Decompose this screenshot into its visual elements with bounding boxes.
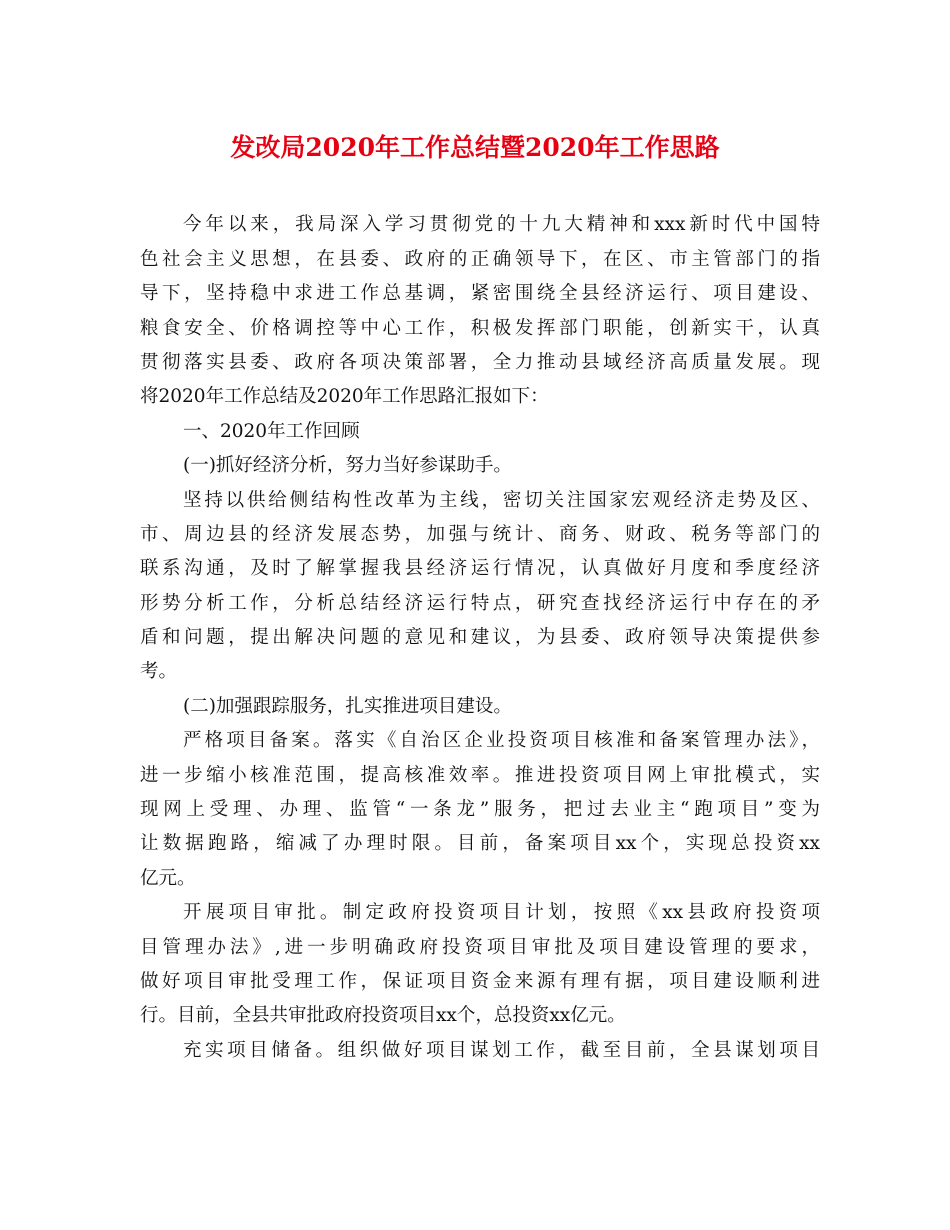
body-line: 充实项目储备。组织做好项目谋划工作，截至目前，全县谋划项目 bbox=[183, 1039, 820, 1061]
body-line: 亿元。 bbox=[140, 867, 196, 889]
subsection-heading: (一)抓好经济分析，努力当好参谋助手。 bbox=[183, 455, 512, 477]
body-line: 坚持以供给侧结构性改革为主线，密切关注国家宏观经济走势及区、 bbox=[183, 489, 820, 511]
body-line: 将2020年工作总结及2020年工作思路汇报如下： bbox=[140, 386, 549, 408]
body-line: 贯彻落实县委、政府各项决策部署，全力推动县域经济高质量发展。现 bbox=[140, 351, 820, 373]
body-line: 导下，坚持稳中求进工作总基调，紧密围绕全县经济运行、项目建设、 bbox=[140, 283, 820, 305]
body-line: 考。 bbox=[140, 661, 178, 683]
body-line: 形势分析工作，分析总结经济运行特点，研究查找经济运行中存在的矛 bbox=[140, 592, 820, 614]
body-line: 联系沟通，及时了解掌握我县经济运行情况，认真做好月度和季度经济 bbox=[140, 558, 820, 580]
section-heading: 一、2020年工作回顾 bbox=[183, 420, 360, 442]
body-line: 市、周边县的经济发展态势，加强与统计、商务、财政、税务等部门的 bbox=[140, 523, 820, 545]
body-line: 让数据跑路，缩减了办理时限。目前，备案项目xx个，实现总投资xx bbox=[140, 833, 820, 855]
paragraph-gap bbox=[140, 174, 820, 208]
document-title: 发改局2020年工作总结暨2020年工作思路 bbox=[230, 133, 720, 162]
body-line: 严格项目备案。落实《自治区企业投资项目核准和备案管理办法》， bbox=[183, 730, 820, 752]
body-line: 做好项目审批受理工作，保证项目资金来源有理有据，项目建设顺利进 bbox=[140, 970, 820, 992]
subsection-heading: (二)加强跟踪服务，扎实推进项目建设。 bbox=[183, 695, 512, 717]
body-line: 粮食安全、价格调控等中心工作，积极发挥部门职能，创新实干，认真 bbox=[140, 317, 820, 339]
body-line: 进一步缩小核准范围，提高核准效率。推进投资项目网上审批模式，实 bbox=[140, 764, 820, 786]
body-line: 现网上受理、办理、监管“一条龙”服务，把过去业主“跑项目”变为 bbox=[140, 799, 820, 821]
body-line: 色社会主义思想，在县委、政府的正确领导下，在区、市主管部门的指 bbox=[140, 248, 820, 270]
body-line: 行。目前，全县共审批政府投资项目xx个，总投资xx亿元。 bbox=[140, 1005, 626, 1027]
body-line: 目管理办法》,进一步明确政府投资项目审批及项目建设管理的要求， bbox=[140, 936, 820, 958]
document-body bbox=[140, 174, 820, 1068]
body-line: 开展项目审批。制定政府投资项目计划，按照《xx县政府投资项 bbox=[183, 902, 820, 924]
body-line: 盾和问题，提出解决问题的意见和建议，为县委、政府领导决策提供参 bbox=[140, 627, 820, 649]
body-line: 今年以来，我局深入学习贯彻党的十九大精神和xxx新时代中国特 bbox=[183, 214, 820, 236]
